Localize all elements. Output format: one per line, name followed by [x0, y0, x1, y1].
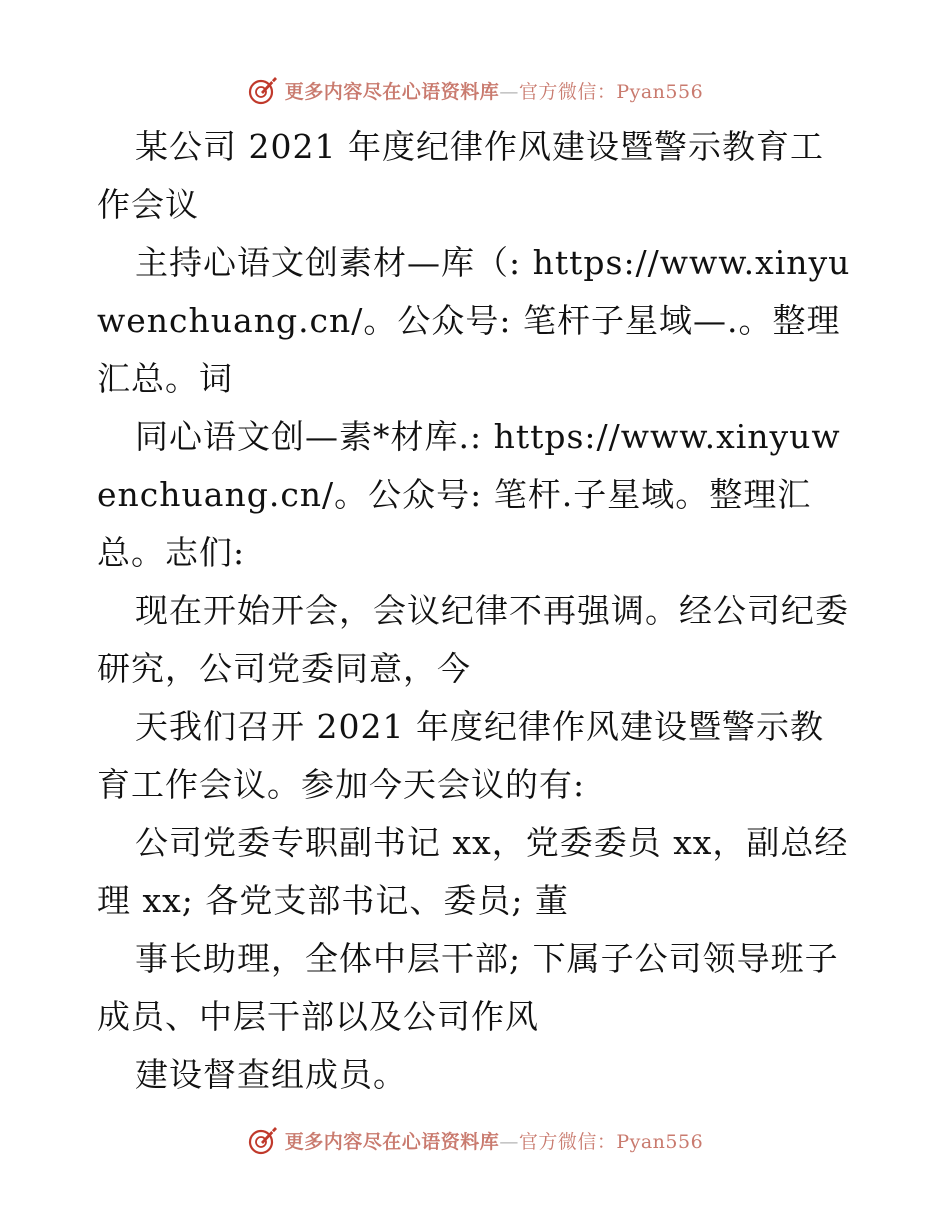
banner-main-text: 更多内容尽在心语资料库 — [284, 1130, 500, 1153]
paragraph: 建设督查组成员。 — [135, 1055, 407, 1094]
document-body — [97, 118, 857, 1104]
paragraph: 事长助理，全体中层干部; 下属子公司领导班子成员、中层干部以及公司作风 — [97, 939, 839, 1036]
banner-wechat-id: Pyan556 — [616, 1130, 704, 1153]
quill-logo-icon — [247, 74, 279, 106]
paragraph: 主持心语文创素材—库（: https://www.xinyuwenchuang.cn/。公众号: 笔杆子星域—.。整理汇总。词 — [97, 243, 851, 398]
banner-main-text: 更多内容尽在心语资料库 — [284, 80, 500, 103]
quill-logo-icon — [247, 1124, 279, 1156]
banner-wechat-label: 官方微信： — [518, 1130, 617, 1153]
paragraph: 公司党委专职副书记 xx，党委委员 xx，副总经理 xx; 各党支部书记、委员; 董 — [97, 823, 849, 920]
banner-dash: — — [499, 80, 519, 103]
banner-wechat-label: 官方微信： — [518, 80, 617, 103]
banner-text — [285, 77, 703, 104]
paragraph: 现在开始开会，会议纪律不再强调。经公司纪委研究，公司党委同意，今 — [97, 591, 849, 688]
header-banner — [0, 70, 950, 110]
banner-dash: — — [499, 1130, 519, 1153]
footer-banner — [0, 1120, 950, 1160]
paragraph: 同心语文创—素*材库.: https://www.xinyuwenchuang.cn/。公众号: 笔杆.子星域。整理汇总。志们: — [97, 417, 841, 572]
banner-text — [285, 1127, 703, 1154]
document-title: 某公司 2021 年度纪律作风建设暨警示教育工作会议 — [97, 127, 824, 224]
banner-wechat-id: Pyan556 — [616, 80, 704, 103]
paragraph: 天我们召开 2021 年度纪律作风建设暨警示教育工作会议。参加今天会议的有: — [97, 707, 824, 804]
